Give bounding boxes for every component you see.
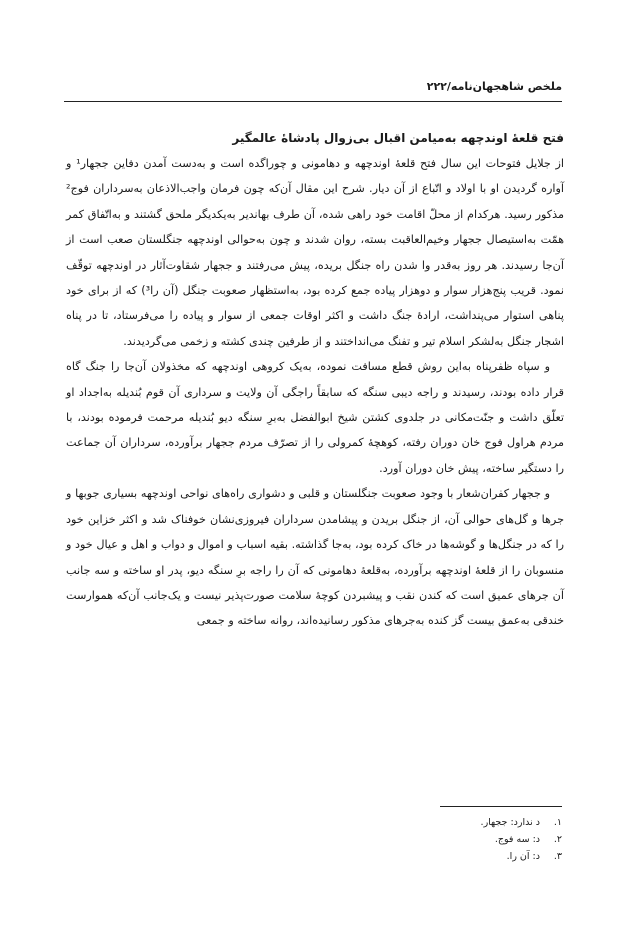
footnotes — [64, 814, 562, 865]
footnote — [64, 831, 562, 848]
footnote — [64, 848, 562, 865]
footnote-text: د ندارد: ججهار. — [480, 817, 540, 828]
footnote — [64, 814, 562, 831]
footnote-number: ۳. — [553, 851, 562, 862]
footnote-text: د: آن را. — [506, 851, 540, 862]
footnote-number: ۱. — [553, 817, 562, 828]
main-text — [66, 125, 564, 634]
paragraph: از جلایل فتوحات این سال فتح قلعهٔ اوندچهه و دهامونی و چوراگده است و به‌دست آمدن دفاین ججهار¹ و آواره گردیدن او با اولاد و اتّباع از آن دیار. شرح این مقال آن‌که چون فرمان واجب‌الاذعان به‌سرداران فوج² مذکور رسید. هرکدام از محلّ اقامت خود راهی شده، آن طرف بهاندیر به‌یکدیگر ملحق گشتند و به‌اتّفاق کمر همّت به‌استیصال ججهار وخیم‌العاقبت بسته، روان شدند و چون به‌حوالی اوندچهه جنگلستان صعب است از آن‌جا رسیدند. هر روز به‌قدر وا شدن راه جنگل بریده، پیش می‌رفتند و ججهار شقاوت‌آثار در اوندچهه توقّف نمود. قریب پنج‌هزار سوار و دوهزار پیاده جمع کرده بود، به‌استظهار صعوبت جنگل (آن را³) که از برای خود پناهی استوار می‌پنداشت، ارادهٔ جنگ داشت و اکثر اوقات جمعی از سوار و پیاده را می‌فرستاد، تا در پناه اشجار جنگل به‌لشکر اسلام تیر و تفنگ می‌انداختند و از طرفین چندی کشته و زخمی می‌گردیدند. — [66, 157, 564, 348]
paragraph: و ججهار کفران‌شعار با وجود صعوبت جنگلستان و قلبی و دشواری راه‌های نواحی اوندچهه بسیاری جوبها و جرها و گل‌های حوالی آن، از جنگل بریدن و پیشامدن سرداران فیروزی‌نشان خوفناک شد و اکثر خزاین خود را که در جنگل‌ها و گوشه‌ها در خاک کرده بود، به‌جا گذاشته. بقیه اسباب و اموال و دواب و اهل و عیال خود و منسوبان را از قلعهٔ اوندچهه برآورده، به‌قلعهٔ دهامونی که آن را راجه برِ سنگه دیو، پدر او ساخته و سه جانب آن جرهای عمیق است که کندن نقب و پیشبردن کوچهٔ سلامت صورت‌پذیر نیست و یک‌جانب آن‌که هموارست خندقی به‌عمق بیست گز کنده به‌جرهای مذکور رسانیده‌اند، روانه ساخته و جمعی — [66, 487, 564, 628]
section-title: فتح قلعهٔ اوندچهه به‌میامن اقبال بی‌زوال پادشاهٔ عالمگیر — [232, 131, 564, 145]
paragraph: و سپاه ظفرپناه به‌این روش قطع مسافت نموده، به‌یک کروهی اوندچهه که مخذولان آن‌جا را جنگ گاه قرار داده بودند، رسیدند و راجه دیبی سنگه که سابقاً راجگی آن ولایت و سرداری آن قوم بُندیله به‌اجداد او تعلّق داشت و جنّت‌مکانی در جلدوی کشتن شیخ ابوالفضل به‌برِ سنگه دیو بُندیله مرحمت فرموده بودند، با مردم هراول فوج خان دوران رفته، کوهچهٔ کمرولی را از تصرّف مردم ججهار برآورده، سرداران آن جماعت را دستگیر ساخته، پیش خان دوران آورد. — [66, 360, 564, 475]
footnote-text: د: سه فوج. — [494, 834, 540, 845]
footnote-rule — [440, 806, 562, 807]
footnote-number: ۲. — [553, 834, 562, 845]
header-rule — [64, 101, 562, 102]
running-head: ملخص شاهجهان‌نامه/۲۲۲ — [426, 80, 562, 93]
